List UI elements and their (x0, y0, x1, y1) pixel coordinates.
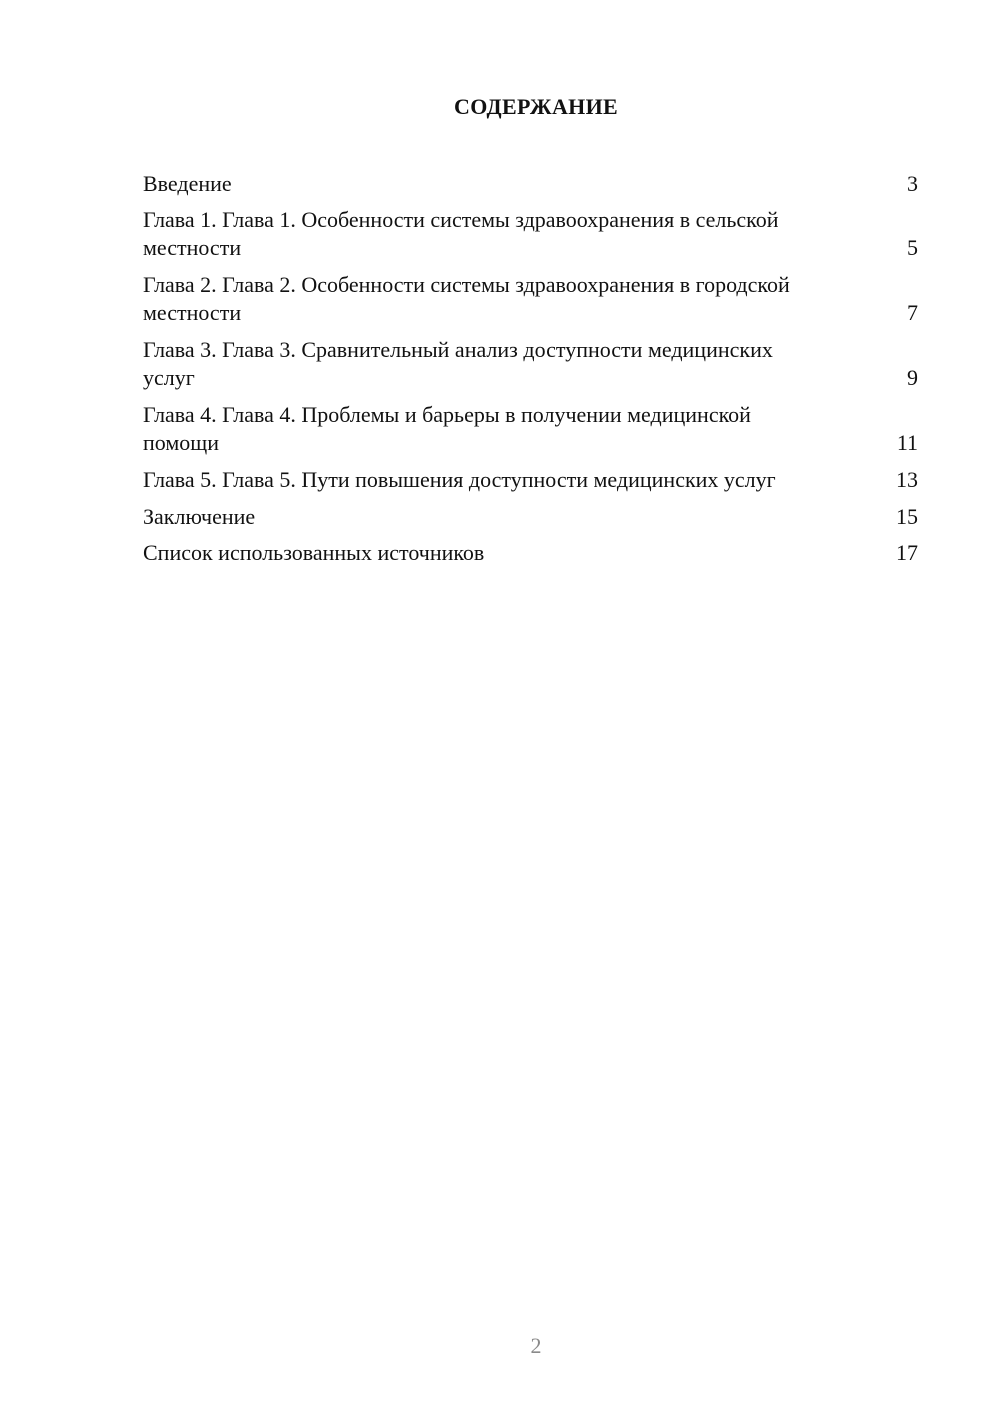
toc-entry-page: 5 (907, 235, 918, 260)
toc-entry-title: Глава 4. Глава 4. Проблемы и барьеры в получении медицинской помощи (143, 402, 751, 455)
page-number: 2 (530, 1333, 542, 1358)
toc-entry-page: 15 (896, 504, 918, 529)
toc-entry-page: 17 (896, 540, 918, 565)
toc-entry-page: 9 (907, 365, 918, 390)
toc-entry-title: Глава 5. Глава 5. Пути повышения доступности медицинских услуг (143, 467, 776, 492)
toc-entry-chapter-5 (143, 466, 918, 494)
toc-entry-page: 3 (907, 171, 918, 196)
toc-entry-title: Список использованных источников (143, 540, 485, 565)
toc-title: СОДЕРЖАНИЕ (454, 94, 618, 119)
toc-entry-title: Введение (143, 171, 232, 196)
toc-entry-page: 7 (907, 300, 918, 325)
toc-entry-introduction (143, 170, 918, 198)
toc-entry-references (143, 539, 918, 567)
toc-entry-title: Глава 1. Глава 1. Особенности системы здравоохранения в сельской местности (143, 207, 779, 260)
toc-entry-chapter-3 (143, 336, 918, 392)
toc-entry-page: 11 (896, 430, 918, 455)
toc-entry-chapter-2 (143, 271, 918, 327)
toc-entry-title: Глава 2. Глава 2. Особенности системы здравоохранения в городской местности (143, 272, 790, 325)
toc-entry-conclusion (143, 503, 918, 531)
toc-list (143, 170, 918, 575)
toc-entry-page: 13 (896, 467, 918, 492)
toc-entry-title: Глава 3. Глава 3. Сравнительный анализ доступности медицинских услуг (143, 337, 773, 390)
toc-entry-title: Заключение (143, 504, 256, 529)
toc-entry-chapter-1 (143, 206, 918, 262)
toc-entry-chapter-4 (143, 401, 918, 457)
